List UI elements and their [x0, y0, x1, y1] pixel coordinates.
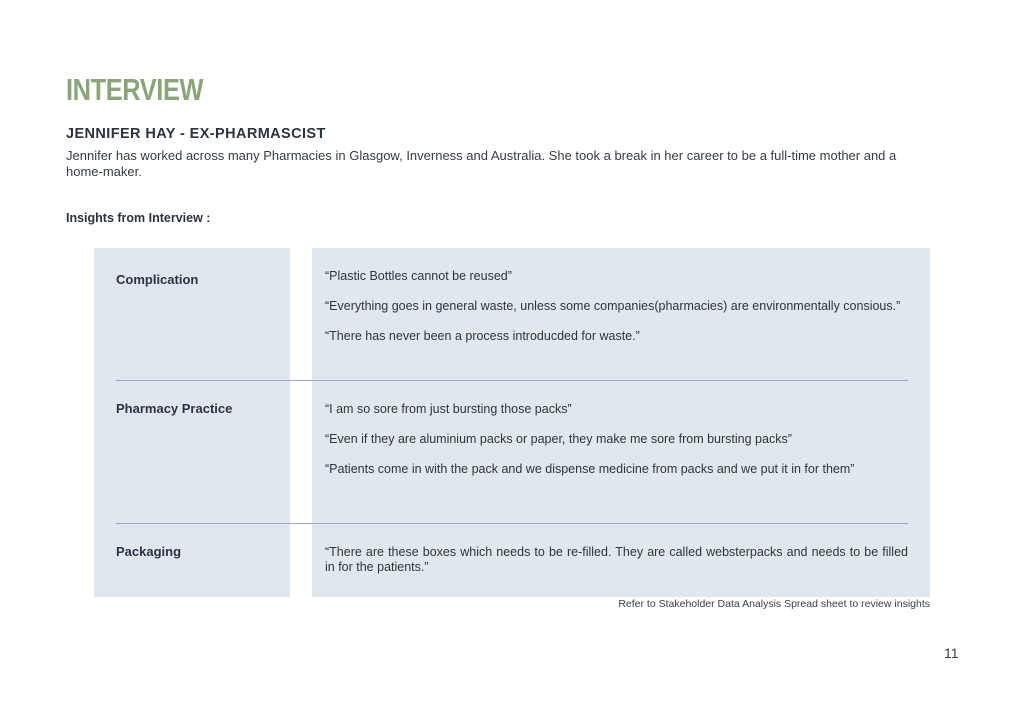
- interviewee-intro: Jennifer has worked across many Pharmacies in Glasgow, Inverness and Australia. She took a break in her career to be a full-time mother and a home-maker.: [66, 148, 897, 179]
- insight-label-pharmacy-practice: Pharmacy Practice: [116, 401, 233, 416]
- footnote: Refer to Stakeholder Data Analysis Spread sheet to review insights: [618, 598, 930, 610]
- quote: “I am so sore from just bursting those packs”: [325, 402, 572, 416]
- insight-label-complication: Complication: [116, 272, 199, 287]
- insight-quotes-packaging: [325, 545, 908, 590]
- row-divider: [116, 380, 908, 381]
- insight-label-packaging: Packaging: [116, 544, 182, 559]
- quote: “There are these boxes which needs to be re-filled. They are called websterpacks and needs to be filled in for the patients.”: [325, 545, 908, 574]
- insight-quotes-complication: [325, 269, 908, 359]
- insights-heading: Insights from Interview :: [66, 211, 211, 225]
- quote: “There has never been a process introducded for waste.”: [325, 329, 640, 343]
- quote: “Even if they are aluminium packs or paper, they make me sore from bursting packs”: [325, 432, 792, 446]
- quote: “Everything goes in general waste, unless some companies(pharmacies) are environmentally consious.”: [325, 299, 901, 313]
- interviewee-name: JENNIFER HAY - EX-PHARMASCIST: [66, 126, 326, 142]
- quote: “Plastic Bottles cannot be reused”: [325, 269, 512, 283]
- page-title: INTERVIEW: [66, 72, 204, 107]
- quote: “Patients come in with the pack and we dispense medicine from packs and we put it in for them”: [325, 462, 855, 476]
- row-divider: [116, 523, 908, 524]
- page-number: 11: [944, 645, 959, 661]
- insight-quotes-pharmacy-practice: [325, 402, 908, 492]
